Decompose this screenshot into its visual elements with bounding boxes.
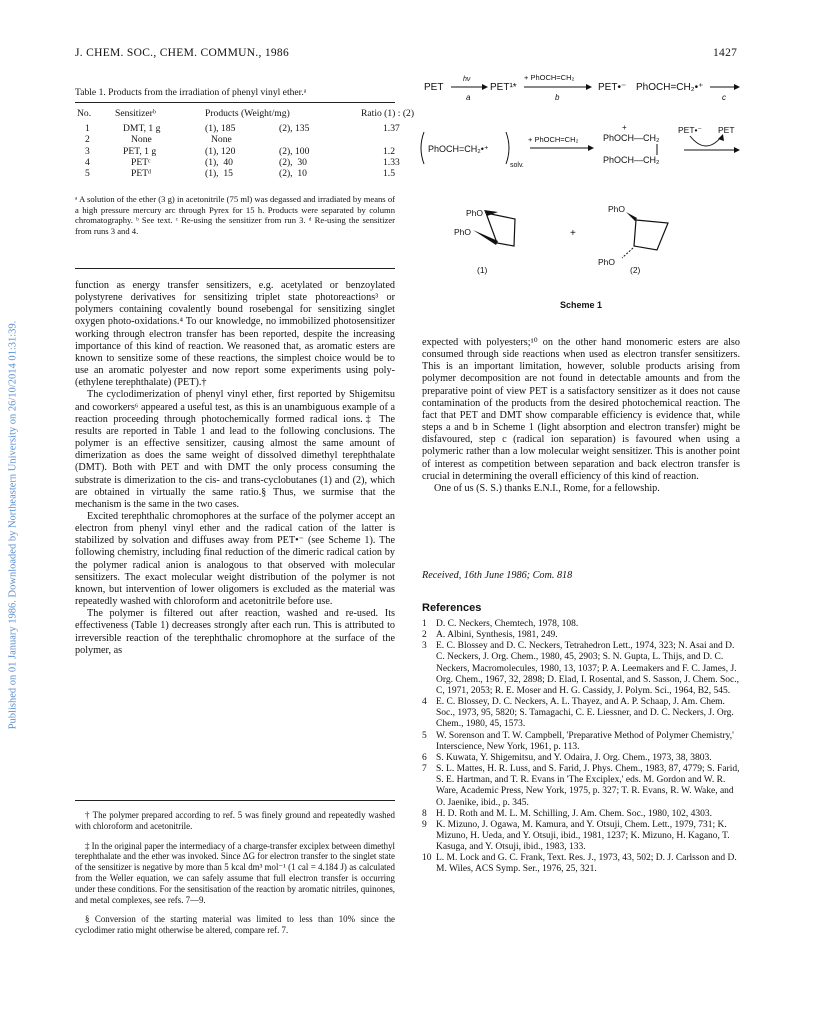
footnotes: [75, 810, 395, 945]
body-paragraph: The cyclodimerization of phenyl vinyl ether, first reported by Shigemitsu and coworkers⁶ appeared a useful test, as this is an unambiguous example of a reaction proceeding through photochemically formed radical ions.‡ The results are reported in Table 1 and lead to the following conclusions. The polymer is an effective sensitizer, causing almost the same amount of dimerization as does the same weight of dissolved dimethyl terephthalate (DMT). Both with PET and with DMT the only process consuming the substrate is dimerization to the cis- and trans-cyclobutanes (1) and (2), which are obtained in virtually the same ratio.§ Thus, we surmise that the mechanism is the same in the two cases.: [75, 389, 395, 510]
table-row: [73, 157, 418, 168]
structure-2-label: (2): [630, 265, 641, 275]
scheme-hv: hν: [463, 76, 471, 83]
table-1: [73, 108, 418, 179]
left-column-body: [75, 280, 395, 657]
table-cell: (1), 185: [205, 123, 236, 135]
reference-number: 3: [422, 641, 427, 652]
table-cell: None: [131, 134, 152, 146]
table-cell: 1.5: [383, 168, 395, 180]
scheme-solvated-cation: PhOCH=CH₂•⁺: [428, 144, 489, 154]
table-cell: (1), 120: [205, 145, 236, 157]
table-header-row: [73, 108, 418, 119]
reference-text: L. M. Lock and G. C. Frank, Text. Res. J., 1973, 43, 502; D. J. Carlsson and D. M. Wiles, ACS Symp. Ser., 1976, 25, 321.: [436, 853, 737, 875]
table-row: [73, 123, 418, 134]
scheme-pet: PET: [424, 82, 444, 93]
table-caption: Table 1. Products from the irradiation of phenyl vinyl ether.ᵃ: [75, 87, 307, 98]
table-cell: 3: [85, 145, 90, 157]
scheme-reagent-2: + PhOCH=CH₂: [528, 135, 579, 144]
table-header-cell: Ratio (1) : (2): [361, 108, 415, 119]
table-cell: 2: [85, 134, 90, 146]
reference-item: [422, 820, 740, 853]
scheme-pet-radical-anion: PET•⁻: [598, 82, 627, 93]
body-paragraph: Excited terephthalic chromophores at the surface of the polymer accept an electron from phenyl vinyl ether and the radical cation of the latter is stabilized by solvation and diffuses away from PET•⁻ (see Scheme 1). The following chemistry, including final reduction of the dimeric radical cation by the polymer radical anion is analogous to that observed with molecular sensitizers. The exact molecular weight distribution of the polymer is not known, but intervention of lower oligomers is excluded as the material was repeatedly washed with chloroform and acetonitrile before use.: [75, 510, 395, 608]
references-list: [422, 619, 740, 876]
arrowhead: [734, 147, 740, 153]
table-cell: DMT, 1 g: [123, 123, 161, 135]
table-cell: 1.37: [383, 123, 400, 135]
reference-item: [422, 641, 740, 697]
scheme-caption: Scheme 1: [560, 300, 603, 310]
arrowhead: [734, 84, 740, 90]
reference-text: H. D. Roth and M. L. M. Schilling, J. Am. Chem. Soc., 1980, 102, 4303.: [436, 808, 713, 819]
scheme-pet-2: PET: [718, 125, 735, 135]
reference-number: 6: [422, 752, 427, 763]
table-cell: (2), 30: [279, 156, 307, 168]
footnote-rule: [75, 800, 395, 801]
scheme-plus: +: [570, 228, 576, 239]
download-note-sidebar[interactable]: [6, 150, 20, 900]
reference-number: 7: [422, 764, 427, 775]
references-heading: References: [422, 602, 482, 614]
reference-item: [422, 853, 740, 875]
scheme-radical-cation: PhOCH=CH₂•⁺: [636, 82, 704, 93]
arrowhead: [482, 84, 488, 90]
table-cell: 4: [85, 156, 90, 168]
reference-number: 10: [422, 853, 432, 864]
table-row: [73, 168, 418, 179]
table-cell: [271, 134, 343, 145]
table-cell: (1), 40: [205, 156, 233, 168]
reference-text: K. Mizuno, J. Ogawa, M. Kamura, and Y. Otsuji, Chem. Lett., 1979, 731; K. Mizuno, H. Ueda, and Y. Otsuji, ibid., 1981, 1237; K. Mizuno, H. Kagano, T. Kasuga, and Y. Otsuji, ibid., 1983, 133.: [436, 819, 730, 853]
reference-number: 8: [422, 808, 427, 819]
reference-item: [422, 630, 740, 641]
table-cell: (2), 135: [279, 123, 310, 135]
table-bottom-rule: [75, 268, 395, 269]
table-cell: PETᶜ: [131, 156, 151, 168]
reference-text: S. L. Mattes, H. R. Luss, and S. Farid, J. Phys. Chem., 1983, 87, 4779; S. Farid, S. E. Hartman, and T. R. Evans in 'The Exciplex,' eds. M. Gordon and W. R. Ware, Academic Press, New York, 1975, p. 327; T. R. Evans, R. W. Wake, and O. Jaenike, ibid., p. 345.: [436, 764, 740, 808]
reference-item: [422, 753, 740, 764]
body-paragraph: One of us (S. S.) thanks E.N.I., Rome, for a fellowship.: [434, 482, 660, 494]
table-cell: 1: [85, 123, 90, 135]
table-header-cell: Products (Weight/mg): [205, 108, 290, 119]
table-row: [73, 146, 418, 157]
footnote: ‡ In the original paper the intermediacy of a charge-transfer exciplex between dimethyl terephthalate and the ether was invoked. Since ΔG for electron transfer to the singlet state of the sensitizer is negative by more than 5 kcal dm³ mol⁻¹ (1 cal = 4.184 J) as calculated from the Weller equation, we can safely assume that full electron transfer is occurring under these conditions. For the sensitisation of the reaction by aromatic nitriles, quinones, and metal complexes, see refs. 7—9.: [75, 840, 395, 905]
running-header-journal: J. CHEM. SOC., CHEM. COMMUN., 1986: [75, 47, 290, 59]
scheme-pet-excited: PET¹*: [490, 82, 517, 93]
table-top-rule: [75, 102, 395, 103]
reference-item: [422, 809, 740, 820]
wedge-bond: [473, 230, 498, 245]
reference-text: E. C. Blossey and D. C. Neckers, Tetrahedron Lett., 1974, 323; N. Asai and D. C. Neckers, J. Org. Chem., 1980, 45, 2903; S. N. Gupta, L. Thijs, and D. C. Neckers, Macromolecules, 1980, 13, 1037; P. A. Leemakers and F. C. James, J. Org. Chem., 1967, 32, 2898; D. Elad, I. Rosental, and S. Sasson, J. Chem. Soc., C, 1971, 2053; R. E. Moser and H. G. Cassidy, J. Polym. Sci., 1964, B2, 545.: [436, 641, 740, 696]
plus-charge: +: [622, 123, 627, 132]
reference-text: E. C. Blossey, D. C. Neckers, A. L. Thayez, and A. P. Schaap, J. Am. Chem. Soc., 1973, 95, 5820; S. Tamagachi, C. E. Liessner, and D. C. Neckers, J. Org. Chem., 1980, 45, 1573.: [436, 697, 734, 730]
download-note-text: Published on 01 January 1986. Downloaded by Northeastern University on 26/10/2014 01:31:39.: [7, 320, 19, 730]
right-column-body: [422, 337, 740, 495]
structure-1-pho-top: PhO: [466, 208, 484, 218]
scheme-pet-anion-2: PET•⁻: [678, 125, 702, 135]
reference-text: D. C. Neckers, Chemtech, 1978, 108.: [436, 619, 579, 629]
reference-number: 5: [422, 730, 427, 741]
reference-number: 9: [422, 819, 427, 830]
scheme-reagent: + PhOCH=CH₂: [524, 73, 575, 82]
right-paren: [506, 132, 509, 164]
reference-item: [422, 731, 740, 753]
page-number: 1427: [713, 47, 738, 59]
table-header-cell: No.: [77, 108, 92, 119]
scheme-dimer-bottom: PhOCH—CH₂: [603, 155, 660, 165]
reference-number: 4: [422, 697, 427, 708]
body-paragraph: The polymer is filtered out after reaction, washed and re-used. Its effectiveness (Table 1) decreases strongly after each run. This is attributed to irreversible reaction of the terephthalic chromophore at the surface of the polymer, as: [75, 608, 395, 656]
structure-2-pho-top: PhO: [608, 204, 626, 214]
reference-item: [422, 764, 740, 809]
left-paren: [421, 132, 424, 164]
scheme-solv: solv.: [510, 162, 524, 169]
table-cell: (1), 15: [205, 168, 233, 180]
scheme-step-c: c: [722, 93, 726, 102]
reference-text: S. Kuwata, Y. Shigemitsu, and Y. Odaira, J. Org. Chem., 1973, 38, 3803.: [436, 752, 712, 763]
received-line: Received, 16th June 1986; Com. 818: [422, 570, 573, 581]
table-cell: (2), 10: [279, 168, 307, 180]
reference-number: 2: [422, 630, 427, 641]
arrowhead: [586, 84, 592, 90]
structure-1-pho-bottom: PhO: [454, 227, 472, 237]
reference-text: W. Sorenson and T. W. Campbell, 'Preparative Method of Polymer Chemistry,' Interscience, New York, 1961, p. 113.: [436, 730, 734, 752]
scheme-step-a: a: [466, 93, 471, 102]
body-paragraph: expected with polyesters;¹⁰ on the other hand monomeric esters are also consumed through side reactions when used as electron transfer sensitizers. This is an important limitation, however, soluble products arising from polymer decomposition are not found in detectable amounts and from the preparative point of view PET is a satisfactory sensitizer as it does not cause contamination of the products from the desired photochemical reaction. The fact that PET and DMT show comparable efficiency is evidence that, while steps a and b in Scheme 1 (light absorption and electron transfer) might be disfavoured, step c (radical ion separation) is favoured when using a polymeric rather than a low molecular weight sensitizer. This is another point of interest as competition between separation and back electron transfer is crucial in determining the overall efficiency of this kind of reaction.: [422, 337, 740, 482]
table-cell: None: [211, 134, 232, 146]
table-cell: PET, 1 g: [123, 145, 157, 157]
structure-2-cyclobutane: [634, 220, 668, 250]
table-cell: 1.33: [383, 156, 400, 168]
reference-item: [422, 697, 740, 730]
footnote: § Conversion of the starting material was limited to less than 10% since the cyclodimer ratio might otherwise be altered, compare ref. 7.: [75, 914, 395, 936]
table-cell: PETᵈ: [131, 168, 152, 180]
scheme-step-b: b: [555, 93, 560, 102]
scheme-dimer-top: PhOCH—CH₂: [603, 133, 660, 143]
hashed-bond: [622, 248, 633, 258]
curved-electron-arrow: [690, 136, 722, 146]
table-footnote: ᵃ A solution of the ether (3 g) in acetonitrile (75 ml) was degassed and irradiated by means of a high pressure mercury arc through Pyrex for 15 h. Products were separated by column chromatography. ᵇ See text. ᶜ Re-using the sensitizer from run 3. ᵈ Re-using the sensitizer from runs 3 and 4.: [75, 194, 395, 236]
scheme-1-diagram: [418, 60, 748, 310]
arrowhead: [588, 145, 594, 151]
reference-number: 1: [422, 619, 427, 629]
body-paragraph: function as energy transfer sensitizers, e.g. acetylated or benzoylated polystyrene derivatives for sensitizing triplet state photoreactions³ or polymers containing covalently bound rosebengal for sensitizing singlet oxygen photo-oxidations.⁴ To our knowledge, no immobilized photosensitizer working through electron transfer has been reported, despite the increasing importance of this kind of reaction. We reasoned that, as aromatic esters are known to sensitize some of these reactions, the simplest choice would be to use an aromatic polyester and now report some experiments using poly-(ethylene terephthalate) (PET).†: [75, 280, 395, 389]
table-cell: [343, 134, 418, 145]
reference-item: [422, 619, 740, 630]
reference-text: A. Albini, Synthesis, 1981, 249.: [436, 630, 558, 641]
table-cell: (2), 100: [279, 145, 310, 157]
table-cell: 1.2: [383, 145, 395, 157]
wedge-bond: [626, 212, 637, 221]
structure-2-pho-bottom: PhO: [598, 257, 616, 267]
table-row: [73, 134, 418, 145]
table-cell: 5: [85, 168, 90, 180]
table-header-cell: Sensitizerᵇ: [115, 108, 156, 119]
structure-1-label: (1): [477, 265, 488, 275]
footnote: † The polymer prepared according to ref. 5 was finely ground and repeatedly washed with chloroform and acetonitrile.: [75, 810, 395, 831]
